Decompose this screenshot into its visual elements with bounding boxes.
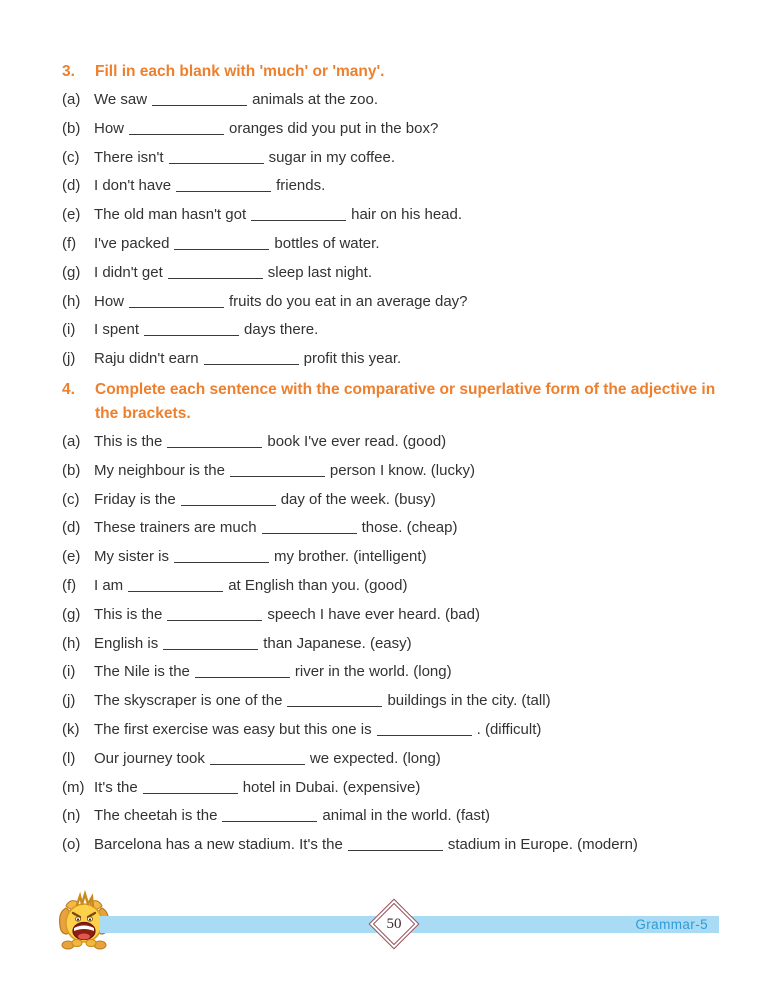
- item-sentence: [94, 806, 727, 826]
- sentence-after-blank: hair on his head.: [351, 206, 463, 224]
- exercise-item: [62, 662, 727, 682]
- item-label: (f): [62, 576, 77, 594]
- item-label: (a): [62, 432, 81, 450]
- item-label: (o): [62, 836, 81, 854]
- item-label: (e): [62, 206, 81, 224]
- sentence-after-blank: stadium in Europe. (modern): [447, 836, 638, 854]
- item-label: (d): [62, 519, 81, 537]
- sentence-after-blank: buildings in the city. (tall): [387, 692, 551, 710]
- item-sentence: [94, 634, 727, 654]
- item-sentence: [94, 576, 727, 596]
- fill-in-blank: [167, 608, 262, 621]
- item-sentence: [94, 349, 727, 369]
- item-label: (j): [62, 692, 76, 710]
- fill-in-blank: [169, 151, 264, 164]
- exercise-item: [62, 148, 727, 168]
- fill-in-blank: [168, 266, 263, 279]
- item-label: (i): [62, 663, 76, 681]
- exercise-item: [62, 461, 727, 481]
- exercise-item: [62, 720, 727, 740]
- page-number-badge: [373, 903, 415, 945]
- fill-in-blank: [174, 550, 269, 563]
- exercise-item: [62, 90, 727, 110]
- item-sentence: [94, 176, 727, 196]
- fill-in-blank: [128, 579, 223, 592]
- sentence-before-blank: The cheetah is the: [94, 807, 218, 825]
- sentence-after-blank: we expected. (long): [309, 749, 441, 767]
- exercise-item: [62, 634, 727, 654]
- sentence-after-blank: oranges did you put in the box?: [229, 119, 439, 137]
- item-label: (b): [62, 461, 81, 479]
- sentence-before-blank: Our journey took: [94, 749, 205, 767]
- item-sentence: [94, 234, 727, 254]
- sentence-after-blank: sleep last night.: [267, 263, 372, 281]
- sentence-after-blank: at English than you. (good): [228, 576, 408, 594]
- sentence-after-blank: days there.: [244, 321, 319, 339]
- fill-in-blank: [230, 464, 325, 477]
- item-label: (h): [62, 292, 81, 310]
- item-sentence: [94, 749, 727, 769]
- sentence-before-blank: The first exercise was easy but this one is: [94, 720, 372, 738]
- exercise-item: [62, 320, 727, 340]
- sentence-after-blank: person I know. (lucky): [329, 461, 475, 479]
- item-label: (e): [62, 548, 81, 566]
- sentence-after-blank: profit this year.: [303, 350, 402, 368]
- sentence-before-blank: I don't have: [94, 177, 172, 195]
- fill-in-blank: [287, 694, 382, 707]
- exercise-item: [62, 119, 727, 139]
- item-label: (i): [62, 321, 76, 339]
- item-sentence: [94, 778, 727, 798]
- sentence-before-blank: How: [94, 119, 125, 137]
- item-sentence: [94, 148, 727, 168]
- book-title-label: Grammar-5: [635, 917, 708, 932]
- exercise-item: [62, 432, 727, 452]
- exercise-item: [62, 349, 727, 369]
- exercise-item: [62, 547, 727, 567]
- item-sentence: [94, 605, 727, 625]
- item-sentence: [94, 720, 727, 740]
- item-label: (m): [62, 778, 85, 796]
- sentence-before-blank: How: [94, 292, 125, 310]
- item-label: (f): [62, 234, 77, 252]
- item-sentence: [94, 691, 727, 711]
- item-label: (h): [62, 634, 81, 652]
- item-sentence: [94, 518, 727, 538]
- item-label: (g): [62, 263, 81, 281]
- item-sentence: [94, 119, 727, 139]
- exercise-section: [62, 378, 727, 855]
- sentence-before-blank: I spent: [94, 321, 140, 339]
- exercise-item: [62, 518, 727, 538]
- item-sentence: [94, 90, 727, 110]
- item-label: (k): [62, 720, 80, 738]
- sentence-before-blank: We saw: [94, 91, 148, 108]
- sentence-before-blank: The Nile is the: [94, 663, 190, 681]
- item-sentence: [94, 292, 727, 312]
- fill-in-blank: [181, 493, 276, 506]
- sentence-after-blank: my brother. (intelligent): [274, 548, 427, 566]
- item-sentence: [94, 835, 727, 855]
- sentence-after-blank: bottles of water.: [274, 234, 380, 252]
- item-label: (l): [62, 749, 76, 767]
- item-label: (n): [62, 807, 81, 825]
- exercise-item: [62, 205, 727, 225]
- fill-in-blank: [152, 93, 247, 106]
- exercise-item: [62, 263, 727, 283]
- fill-in-blank: [176, 179, 271, 192]
- sentence-before-blank: Barcelona has a new stadium. It's the: [94, 836, 343, 854]
- exercise-title: Fill in each blank with 'much' or 'many'.: [95, 63, 385, 80]
- item-label: (a): [62, 91, 81, 108]
- exercise-item: [62, 749, 727, 769]
- exercise-item: [62, 691, 727, 711]
- sentence-before-blank: Friday is the: [94, 490, 176, 508]
- sentence-after-blank: sugar in my coffee.: [268, 148, 396, 166]
- exercise-item: [62, 292, 727, 312]
- exercise-item: [62, 490, 727, 510]
- fill-in-blank: [129, 295, 224, 308]
- sentence-before-blank: I've packed: [94, 234, 170, 252]
- sentence-after-blank: fruits do you eat in an average day?: [229, 292, 468, 310]
- item-sentence: [94, 320, 727, 340]
- item-label: (j): [62, 350, 76, 368]
- sentence-before-blank: This is the: [94, 605, 163, 623]
- exercise-item: [62, 806, 727, 826]
- fill-in-blank: [262, 521, 357, 534]
- exercise-number: 4.: [62, 380, 75, 398]
- sentence-before-blank: English is: [94, 634, 159, 652]
- sentence-before-blank: My sister is: [94, 548, 169, 566]
- sentence-after-blank: animal in the world. (fast): [322, 807, 490, 825]
- exercise-item: [62, 778, 727, 798]
- fill-in-blank: [348, 838, 443, 851]
- fill-in-blank: [144, 323, 239, 336]
- item-sentence: [94, 547, 727, 567]
- item-label: (b): [62, 119, 81, 137]
- fill-in-blank: [204, 352, 299, 365]
- sentence-after-blank: than Japanese. (easy): [263, 634, 412, 652]
- sentence-after-blank: those. (cheap): [361, 519, 458, 537]
- fill-in-blank: [167, 435, 262, 448]
- item-sentence: [94, 432, 727, 452]
- item-label: (d): [62, 177, 81, 195]
- item-sentence: [94, 662, 727, 682]
- item-sentence: [94, 461, 727, 481]
- fill-in-blank: [251, 208, 346, 221]
- exercise-title: Complete each sentence with the comparative or superlative form of the adjective in the brackets.: [95, 380, 716, 422]
- sentence-after-blank: . (difficult): [476, 720, 542, 738]
- item-label: (c): [62, 490, 80, 508]
- sentence-before-blank: There isn't: [94, 148, 164, 166]
- fill-in-blank: [143, 781, 238, 794]
- page-number: 50: [386, 915, 402, 932]
- sentence-after-blank: river in the world. (long): [294, 663, 452, 681]
- sentence-after-blank: hotel in Dubai. (expensive): [242, 778, 421, 796]
- item-label: (c): [62, 148, 80, 166]
- exercise-heading: [62, 60, 727, 84]
- fill-in-blank: [163, 637, 258, 650]
- fill-in-blank: [174, 237, 269, 250]
- sentence-before-blank: I didn't get: [94, 263, 163, 281]
- fill-in-blank: [222, 809, 317, 822]
- sentence-before-blank: It's the: [94, 778, 138, 796]
- sentence-before-blank: I am: [94, 576, 124, 594]
- fill-in-blank: [210, 752, 305, 765]
- fill-in-blank: [129, 122, 224, 135]
- item-sentence: [94, 263, 727, 283]
- sentence-after-blank: speech I have ever heard. (bad): [267, 605, 480, 623]
- exercise-number: 3.: [62, 63, 75, 80]
- sentence-after-blank: book I've ever read. (good): [267, 432, 447, 450]
- item-sentence: [94, 490, 727, 510]
- sentence-before-blank: The skyscraper is one of the: [94, 692, 283, 710]
- sentence-before-blank: My neighbour is the: [94, 461, 225, 479]
- exercise-item: [62, 234, 727, 254]
- sentence-before-blank: The old man hasn't got: [94, 206, 247, 224]
- sentence-after-blank: day of the week. (busy): [280, 490, 436, 508]
- exercise-section: [62, 60, 727, 369]
- exercise-item: [62, 576, 727, 596]
- sentence-before-blank: These trainers are much: [94, 519, 257, 537]
- fill-in-blank: [195, 665, 290, 678]
- sentence-after-blank: friends.: [276, 177, 326, 195]
- exercise-item: [62, 835, 727, 855]
- exercise-item: [62, 605, 727, 625]
- sentence-before-blank: This is the: [94, 432, 163, 450]
- exercise-heading: [62, 378, 727, 426]
- fill-in-blank: [377, 723, 472, 736]
- sentence-after-blank: animals at the zoo.: [252, 91, 378, 108]
- exercise-item: [62, 176, 727, 196]
- sentence-before-blank: Raju didn't earn: [94, 350, 199, 368]
- item-sentence: [94, 205, 727, 225]
- item-label: (g): [62, 605, 81, 623]
- exercises: [62, 60, 727, 864]
